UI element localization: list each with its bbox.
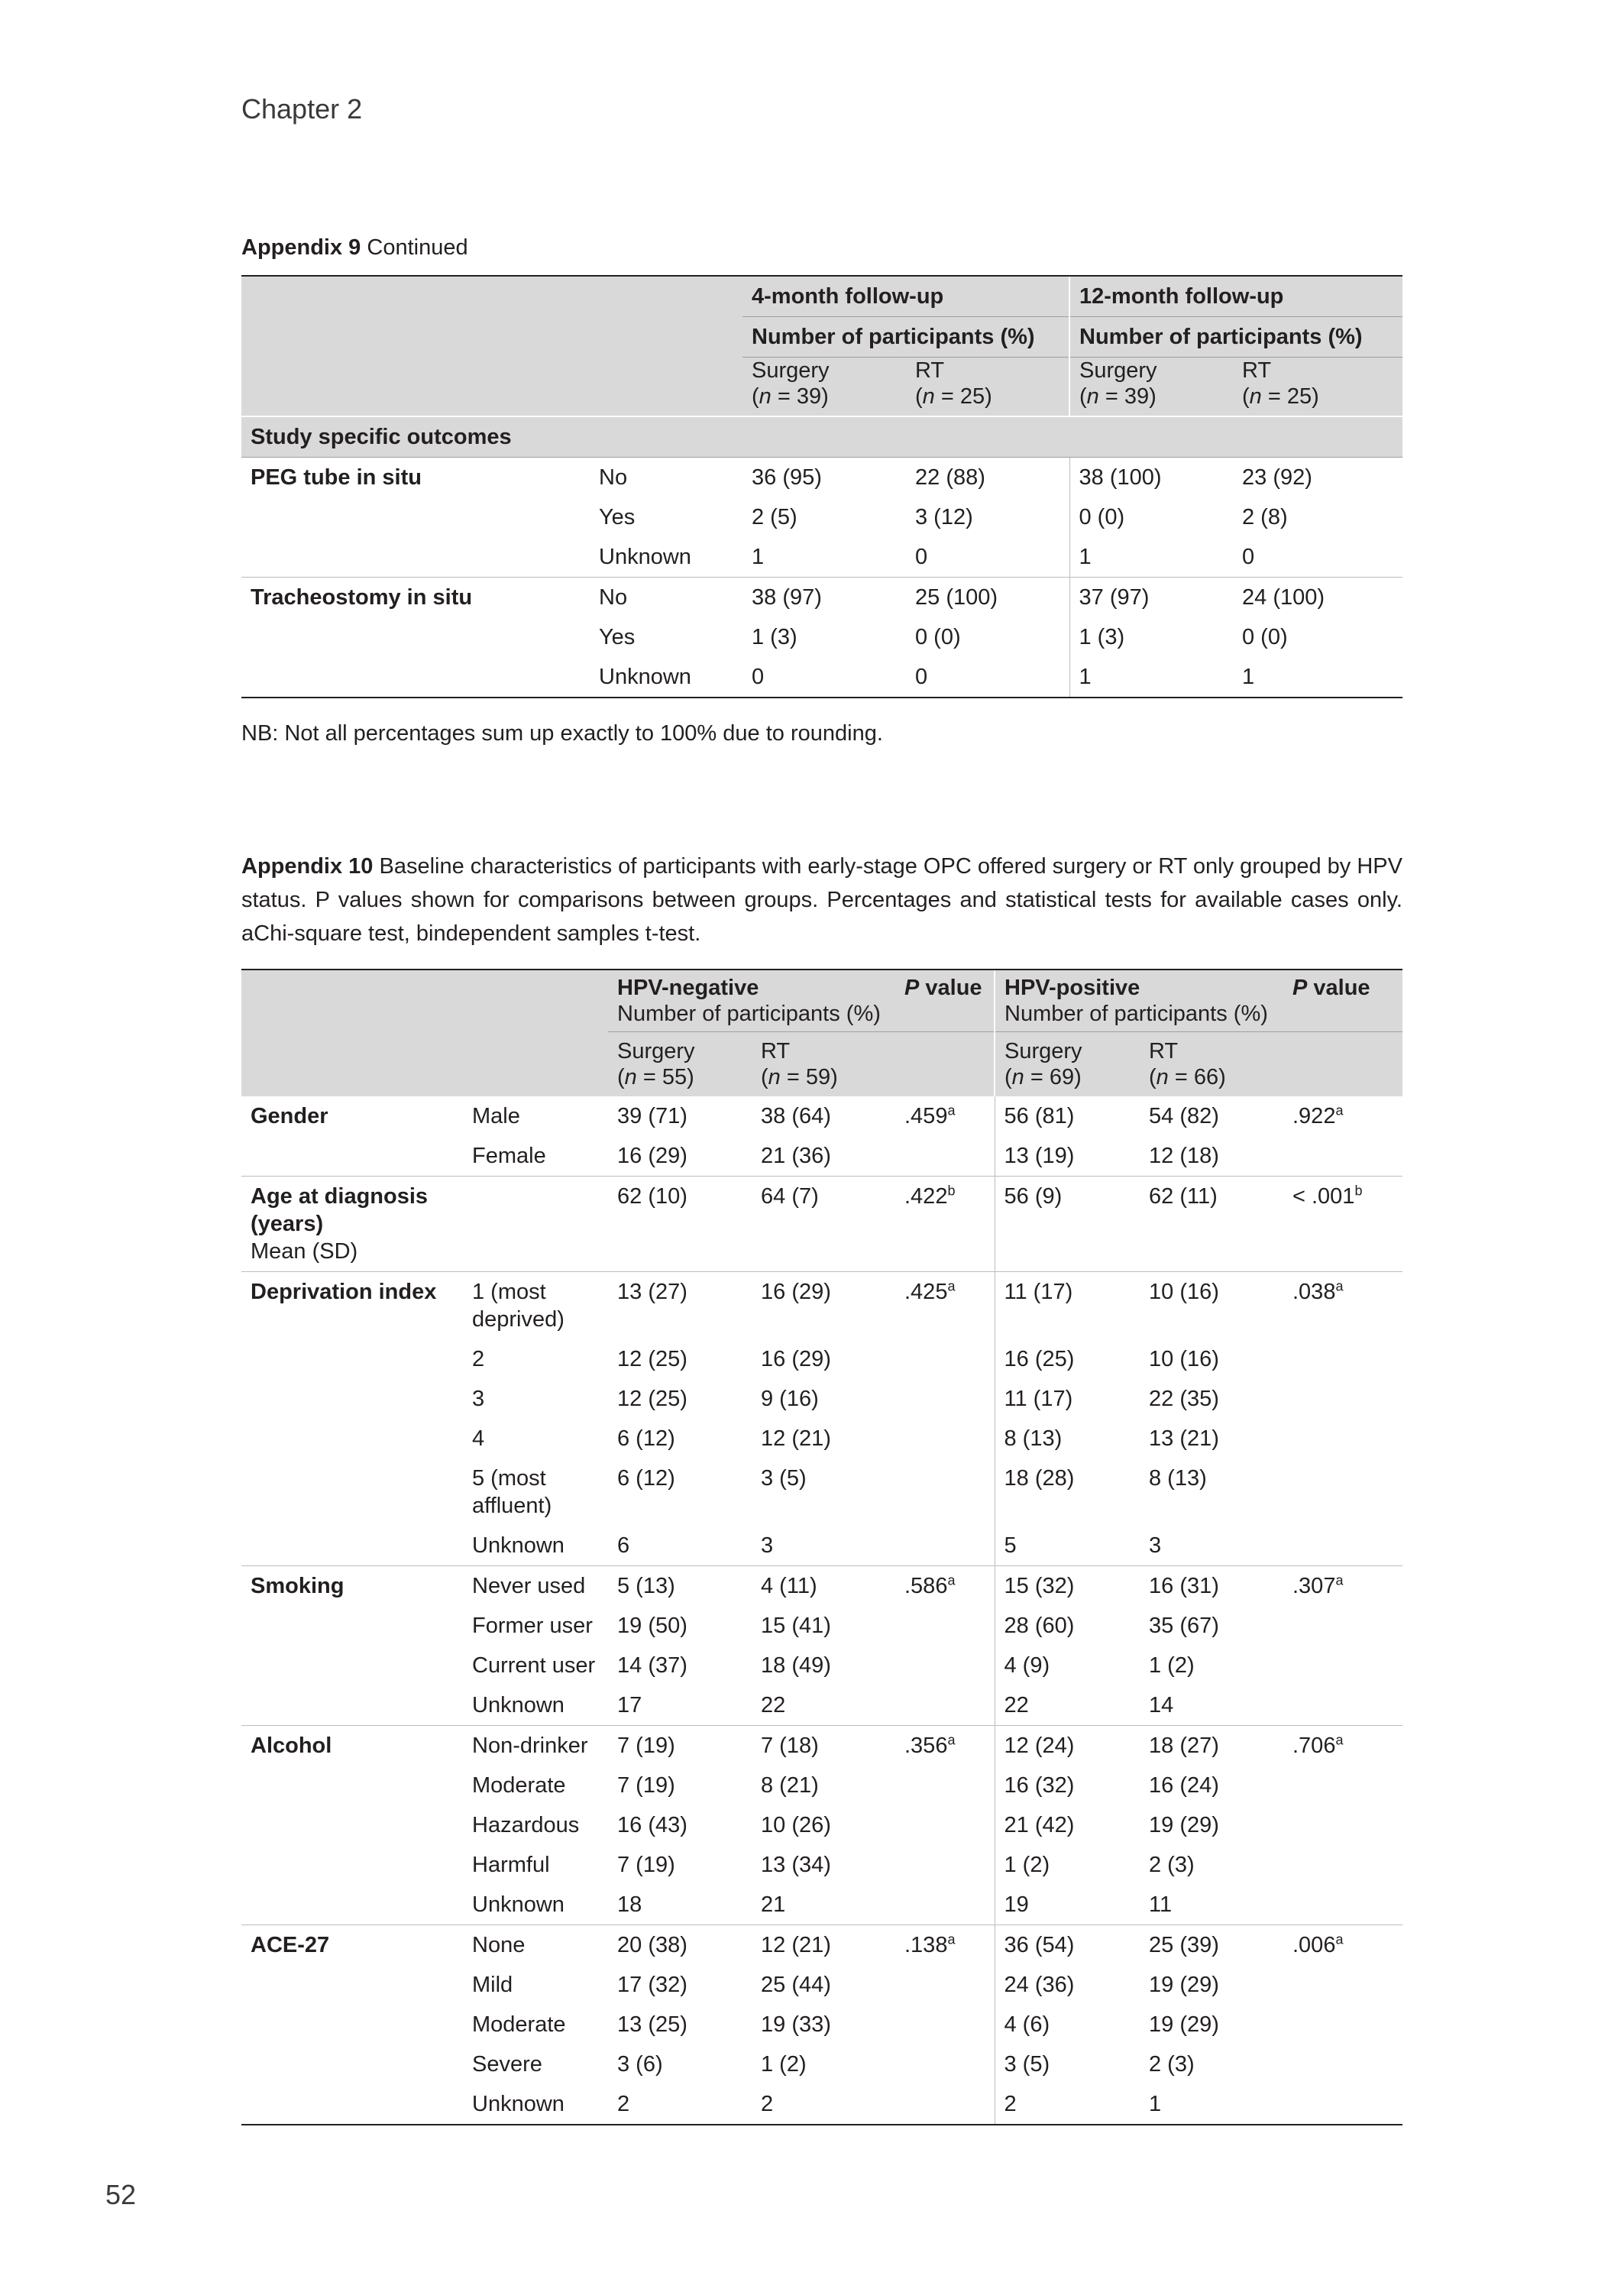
row-label <box>241 657 590 698</box>
table-row <box>241 1925 1402 1966</box>
header-blank <box>590 358 742 417</box>
row-label: Alcohol <box>241 1726 463 1766</box>
pvalue-cell <box>895 1136 995 1177</box>
chapter-header: Chapter 2 <box>241 93 363 125</box>
value-cell: 36 (95) <box>742 458 906 498</box>
pvalue-cell <box>1283 1526 1402 1566</box>
pvalue-cell: < .001$^b$ <box>1283 1177 1402 1272</box>
table-row <box>241 657 1402 698</box>
header-col-rt: RT (n = 25) <box>906 358 1069 417</box>
value-cell: 2 (3) <box>1149 1853 1195 1877</box>
row-level: Harmful <box>472 1853 550 1877</box>
table-row <box>241 1566 1402 1607</box>
pvalue-cell <box>895 1606 995 1646</box>
section-header: Study specific outcomes <box>241 416 1402 458</box>
value-cell: 25 (39) <box>1140 1925 1283 1966</box>
table-row <box>241 1177 1402 1272</box>
row-label <box>241 1766 463 1805</box>
pvalue-cell <box>1283 1339 1402 1379</box>
header-group-hpv-positive: HPV-positive Number of participants (%) <box>995 970 1283 1032</box>
table-row <box>241 1646 1402 1685</box>
pvalue-cell <box>1283 1965 1402 2005</box>
value-cell: 38 (64) <box>761 1104 831 1128</box>
table-row <box>241 497 1402 537</box>
pvalue-cell <box>1283 1646 1402 1685</box>
pvalue-cell <box>895 1965 995 2005</box>
value-cell: 16 (25) <box>995 1339 1140 1379</box>
table-row <box>241 1726 1402 1766</box>
value-cell: 12 (21) <box>761 1426 831 1451</box>
value-cell: 8 (13) <box>1149 1466 1207 1491</box>
row-level: Unknown <box>472 1533 565 1558</box>
row-level: Moderate <box>472 2012 566 2037</box>
value-cell: 7 (18) <box>752 1726 895 1766</box>
value-cell: 3 (12) <box>915 505 973 529</box>
pvalue-cell <box>1283 2005 1402 2044</box>
row-level: Yes <box>599 505 636 529</box>
value-cell: 24 (100) <box>1233 578 1402 618</box>
row-label <box>241 2084 463 2125</box>
value-cell: 0 (0) <box>915 625 961 649</box>
table-row <box>241 1339 1402 1379</box>
header-group-hpv-negative: HPV-negative Number of participants (%) <box>608 970 895 1032</box>
header-blank <box>241 358 590 417</box>
value-cell: 13 (27) <box>608 1272 752 1340</box>
value-cell: 4 (11) <box>752 1566 895 1607</box>
table-row <box>241 1965 1402 2005</box>
pvalue-cell <box>1283 2044 1402 2084</box>
value-cell: 16 (24) <box>1149 1773 1219 1798</box>
value-cell: 6 <box>617 1533 630 1558</box>
table-row <box>241 578 1402 618</box>
row-label: Deprivation index <box>241 1272 463 1340</box>
pvalue-cell <box>1283 1136 1402 1177</box>
table-row <box>241 1526 1402 1566</box>
row-level: Unknown <box>472 1892 565 1917</box>
pvalue-cell <box>1283 1885 1402 1925</box>
row-level: 4 <box>472 1426 485 1451</box>
row-label: Smoking <box>241 1566 463 1607</box>
row-label <box>241 1526 463 1566</box>
row-label: Age at diagnosis (years) Mean (SD) <box>241 1177 463 1272</box>
value-cell: 2 <box>608 2084 752 2125</box>
row-label <box>241 1339 463 1379</box>
table-row <box>241 1458 1402 1526</box>
header-sub: Number of participants (%) <box>742 317 1069 358</box>
table-row <box>241 617 1402 657</box>
value-cell: 2 (5) <box>752 505 797 529</box>
value-cell: 28 (60) <box>995 1606 1140 1646</box>
value-cell: 23 (92) <box>1233 458 1402 498</box>
value-cell: 3 <box>761 1533 774 1558</box>
row-label <box>241 617 590 657</box>
row-level: Mild <box>472 1973 513 1997</box>
header-blank <box>590 317 742 358</box>
value-cell: 16 (32) <box>995 1766 1140 1805</box>
value-cell: 17 <box>617 1693 642 1717</box>
row-level: None <box>463 1925 608 1966</box>
value-cell: 19 (50) <box>617 1614 687 1638</box>
value-cell: 1 <box>1140 2084 1283 2125</box>
row-level: Severe <box>472 2052 542 2077</box>
row-level: 2 <box>472 1347 485 1371</box>
pvalue-cell: .922$^a$ <box>1292 1102 1344 1128</box>
value-cell: 13 (34) <box>761 1853 831 1877</box>
appendix9-caption <box>241 231 468 264</box>
value-cell: 1 (2) <box>761 2052 807 2077</box>
row-label <box>241 1136 463 1177</box>
value-cell: 37 (97) <box>1069 578 1233 618</box>
header-col-rt: RT (n = 25) <box>1233 358 1402 417</box>
table-row <box>241 1136 1402 1177</box>
pvalue-cell <box>895 2044 995 2084</box>
table-row <box>241 1272 1402 1340</box>
value-cell: 0 (0) <box>1069 497 1233 537</box>
pvalue-cell <box>895 1458 995 1526</box>
value-cell: 1 <box>1233 657 1402 698</box>
header-group-4month: 4-month follow-up <box>742 276 1069 317</box>
value-cell: 18 (49) <box>761 1653 831 1678</box>
value-cell: 10 (26) <box>761 1813 831 1837</box>
header-blank <box>895 1032 995 1097</box>
value-cell: 54 (82) <box>1149 1104 1219 1128</box>
value-cell: 25 (100) <box>906 578 1069 618</box>
pvalue-cell <box>1283 1419 1402 1458</box>
table-row <box>241 2044 1402 2084</box>
value-cell: 64 (7) <box>752 1177 895 1272</box>
value-cell: 16 (29) <box>761 1347 831 1371</box>
value-cell: 16 (31) <box>1140 1566 1283 1607</box>
value-cell: 22 <box>761 1693 786 1717</box>
pvalue-cell: .422$^b$ <box>895 1177 995 1272</box>
table-row <box>241 537 1402 578</box>
table-row <box>241 1419 1402 1458</box>
pvalue-cell <box>895 1339 995 1379</box>
value-cell: 19 (29) <box>1149 1813 1219 1837</box>
row-label <box>241 1419 463 1458</box>
value-cell: 3 (6) <box>617 2052 663 2077</box>
value-cell: 2 (3) <box>1149 2052 1195 2077</box>
pvalue-cell <box>1283 1606 1402 1646</box>
table-row <box>241 2005 1402 2044</box>
value-cell: 62 (10) <box>608 1177 752 1272</box>
value-cell: 18 (28) <box>995 1458 1140 1526</box>
row-level: Hazardous <box>472 1813 580 1837</box>
row-label <box>241 2005 463 2044</box>
row-level: No <box>590 578 742 618</box>
header-blank <box>241 1032 463 1097</box>
row-label: PEG tube in situ <box>241 458 590 498</box>
value-cell: 38 (97) <box>742 578 906 618</box>
row-level: Current user <box>472 1653 596 1678</box>
header-col: Surgery (n = 55) <box>608 1032 752 1097</box>
value-cell: 9 (16) <box>761 1387 819 1411</box>
value-cell: 21 (36) <box>761 1144 831 1168</box>
value-cell: 11 (17) <box>995 1272 1140 1340</box>
value-cell: 13 (25) <box>617 2012 687 2037</box>
value-cell: 14 (37) <box>617 1653 687 1678</box>
table-row <box>241 1096 1402 1136</box>
value-cell: 1 (2) <box>1149 1653 1195 1678</box>
pvalue-cell <box>895 2005 995 2044</box>
pvalue-cell <box>895 1526 995 1566</box>
header-blank <box>1283 1032 1402 1097</box>
header-blank <box>241 276 590 317</box>
row-level: Unknown <box>590 657 742 698</box>
value-cell: 8 (13) <box>995 1419 1140 1458</box>
header-sub: Number of participants (%) <box>1069 317 1402 358</box>
value-cell: 56 (81) <box>995 1096 1140 1136</box>
value-cell: 3 (5) <box>995 2044 1140 2084</box>
appendix10-table <box>241 969 1402 2125</box>
value-cell: 10 (16) <box>1140 1272 1283 1340</box>
header-col: RT (n = 66) <box>1140 1032 1283 1097</box>
pvalue-cell <box>895 1805 995 1845</box>
value-cell: 56 (9) <box>995 1177 1140 1272</box>
row-level: No <box>590 458 742 498</box>
value-cell: 0 (0) <box>1242 625 1288 649</box>
row-label <box>241 1646 463 1685</box>
value-cell: 16 (43) <box>617 1813 687 1837</box>
value-cell: 21 <box>761 1892 786 1917</box>
appendix9-table <box>241 275 1402 698</box>
pvalue-cell <box>1283 1458 1402 1526</box>
pvalue-cell <box>1283 2084 1402 2125</box>
header-col-surgery: Surgery (n = 39) <box>742 358 906 417</box>
row-level: Yes <box>599 625 636 649</box>
value-cell: 18 <box>617 1892 642 1917</box>
row-level: Former user <box>472 1614 593 1638</box>
row-level <box>463 1177 608 1272</box>
table-row <box>241 1766 1402 1805</box>
value-cell: 17 (32) <box>617 1973 687 1997</box>
header-pvalue: P value <box>1283 970 1402 1032</box>
pvalue-cell <box>1283 1379 1402 1419</box>
header-blank <box>463 1032 608 1097</box>
value-cell: 21 (42) <box>995 1805 1140 1845</box>
row-level: Male <box>472 1104 520 1128</box>
row-label <box>241 2044 463 2084</box>
value-cell: 10 (16) <box>1149 1347 1219 1371</box>
appendix9-caption-label: Appendix 9 <box>241 235 361 260</box>
row-label <box>241 1965 463 2005</box>
value-cell: 35 (67) <box>1149 1614 1219 1638</box>
value-cell: 22 <box>995 1685 1140 1726</box>
table-row <box>241 1379 1402 1419</box>
value-cell: 5 (13) <box>608 1566 752 1607</box>
value-cell: 36 (54) <box>995 1925 1140 1966</box>
header-blank <box>590 276 742 317</box>
header-blank <box>241 970 463 1032</box>
header-col: RT (n = 59) <box>752 1032 895 1097</box>
value-cell: 19 (33) <box>761 2012 831 2037</box>
row-level: 1 (most deprived) <box>463 1272 608 1340</box>
table-row <box>241 2084 1402 2125</box>
value-cell: 13 (19) <box>995 1136 1140 1177</box>
table-row <box>241 1885 1402 1925</box>
value-cell: 1 (2) <box>995 1845 1140 1885</box>
table-row <box>241 1845 1402 1885</box>
value-cell: 3 (5) <box>761 1466 807 1491</box>
value-cell: 2 (8) <box>1242 505 1288 529</box>
value-cell: 1 (3) <box>752 625 797 649</box>
value-cell: 22 (35) <box>1149 1387 1219 1411</box>
value-cell: 1 (3) <box>1069 617 1233 657</box>
row-level: Unknown <box>599 545 691 569</box>
value-cell: 62 (11) <box>1140 1177 1283 1272</box>
value-cell: 5 <box>995 1526 1140 1566</box>
pvalue-cell: .038$^a$ <box>1283 1272 1402 1340</box>
row-level: Never used <box>463 1566 608 1607</box>
pvalue-cell <box>895 1379 995 1419</box>
appendix10-caption <box>241 850 1402 950</box>
pvalue-cell <box>1283 1766 1402 1805</box>
value-cell: 15 (41) <box>761 1614 831 1638</box>
table-row <box>241 1805 1402 1845</box>
pvalue-cell: .138$^a$ <box>895 1925 995 1966</box>
page-number: 52 <box>105 2179 137 2210</box>
value-cell: 13 (21) <box>1149 1426 1219 1451</box>
value-cell: 19 (29) <box>1149 2012 1219 2037</box>
value-cell: 12 (25) <box>617 1347 687 1371</box>
row-label: Tracheostomy in situ <box>241 578 590 618</box>
value-cell: 7 (19) <box>617 1773 675 1798</box>
value-cell: 7 (19) <box>608 1726 752 1766</box>
pvalue-cell: .425$^a$ <box>895 1272 995 1340</box>
pvalue-cell <box>1283 1845 1402 1885</box>
row-level: Moderate <box>472 1773 566 1798</box>
table-row <box>241 458 1402 498</box>
row-level: Unknown <box>463 2084 608 2125</box>
value-cell: 38 (100) <box>1069 458 1233 498</box>
value-cell: 19 <box>995 1885 1140 1925</box>
header-blank <box>463 970 608 1032</box>
pvalue-cell <box>895 1885 995 1925</box>
row-label <box>241 497 590 537</box>
pvalue-cell <box>895 1646 995 1685</box>
row-label <box>241 1458 463 1526</box>
pvalue-cell <box>1283 1685 1402 1726</box>
appendix10-caption-text: Baseline characteristics of participants with early-stage OPC offered surgery or RT only grouped by HPV status. P values shown for comparisons between groups. Percentages and statistical tests for available cases only. aChi-square test, bindependent samples t-test. <box>241 854 1402 946</box>
row-level: Non-drinker <box>463 1726 608 1766</box>
value-cell: 18 (27) <box>1140 1726 1283 1766</box>
value-cell: 4 (6) <box>995 2005 1140 2044</box>
value-cell: 16 (29) <box>617 1144 687 1168</box>
value-cell: 39 (71) <box>617 1104 687 1128</box>
pvalue-cell <box>895 1419 995 1458</box>
value-cell: 1 <box>752 545 765 569</box>
row-label <box>241 537 590 578</box>
value-cell: 14 <box>1149 1693 1174 1717</box>
value-cell: 11 (17) <box>995 1379 1140 1419</box>
pvalue-cell: .459$^a$ <box>904 1102 956 1128</box>
pvalue-cell: .586$^a$ <box>895 1566 995 1607</box>
header-col: Surgery (n = 69) <box>995 1032 1140 1097</box>
value-cell: 12 (21) <box>752 1925 895 1966</box>
value-cell: 2 <box>752 2084 895 2125</box>
value-cell: 1 <box>1069 657 1233 698</box>
value-cell: 20 (38) <box>608 1925 752 1966</box>
row-label <box>241 1685 463 1726</box>
row-label <box>241 1885 463 1925</box>
value-cell: 7 (19) <box>617 1853 675 1877</box>
pvalue-cell: .006$^a$ <box>1283 1925 1402 1966</box>
value-cell: 2 <box>995 2084 1140 2125</box>
value-cell: 16 (29) <box>752 1272 895 1340</box>
header-group-12month: 12-month follow-up <box>1069 276 1402 317</box>
value-cell: 12 (18) <box>1149 1144 1219 1168</box>
pvalue-cell: .356$^a$ <box>895 1726 995 1766</box>
appendix10-caption-label: Appendix 10 <box>241 854 374 879</box>
row-label <box>241 1606 463 1646</box>
row-label <box>241 1805 463 1845</box>
row-level: 3 <box>472 1387 485 1411</box>
row-label <box>241 1845 463 1885</box>
row-level: Unknown <box>472 1693 565 1717</box>
value-cell: 6 (12) <box>617 1426 675 1451</box>
pvalue-cell: .307$^a$ <box>1283 1566 1402 1607</box>
appendix9-note: NB: Not all percentages sum up exactly to 100% due to rounding. <box>241 721 883 746</box>
pvalue-cell <box>1283 1805 1402 1845</box>
table-row <box>241 1685 1402 1726</box>
value-cell: 12 (25) <box>617 1387 687 1411</box>
pvalue-cell <box>895 1845 995 1885</box>
value-cell: 4 (9) <box>995 1646 1140 1685</box>
table-row <box>241 1606 1402 1646</box>
value-cell: 15 (32) <box>995 1566 1140 1607</box>
value-cell: 0 <box>915 545 928 569</box>
value-cell: 24 (36) <box>995 1965 1140 2005</box>
value-cell: 19 (29) <box>1149 1973 1219 1997</box>
value-cell: 1 <box>1069 537 1233 578</box>
row-level: Female <box>472 1144 546 1168</box>
pvalue-cell <box>895 2084 995 2125</box>
value-cell: 8 (21) <box>761 1773 819 1798</box>
pvalue-cell <box>895 1766 995 1805</box>
header-pvalue: P value <box>895 970 995 1032</box>
appendix9-caption-text: Continued <box>361 235 468 260</box>
row-level: 5 (most affluent) <box>472 1466 552 1518</box>
pvalue-cell <box>895 1685 995 1726</box>
row-label: ACE-27 <box>241 1925 463 1966</box>
value-cell: 11 <box>1149 1892 1173 1917</box>
value-cell: 22 (88) <box>906 458 1069 498</box>
value-cell: 0 <box>906 657 1069 698</box>
value-cell: 12 (24) <box>995 1726 1140 1766</box>
pvalue-cell: .706$^a$ <box>1283 1726 1402 1766</box>
row-label <box>241 1379 463 1419</box>
value-cell: 3 <box>1149 1533 1162 1558</box>
value-cell: 0 <box>1242 545 1255 569</box>
value-cell: 0 <box>742 657 906 698</box>
value-cell: 6 (12) <box>617 1466 675 1491</box>
header-blank <box>241 317 590 358</box>
value-cell: 25 (44) <box>761 1973 831 1997</box>
row-label: Gender <box>251 1104 328 1128</box>
header-col-surgery: Surgery (n = 39) <box>1069 358 1233 417</box>
